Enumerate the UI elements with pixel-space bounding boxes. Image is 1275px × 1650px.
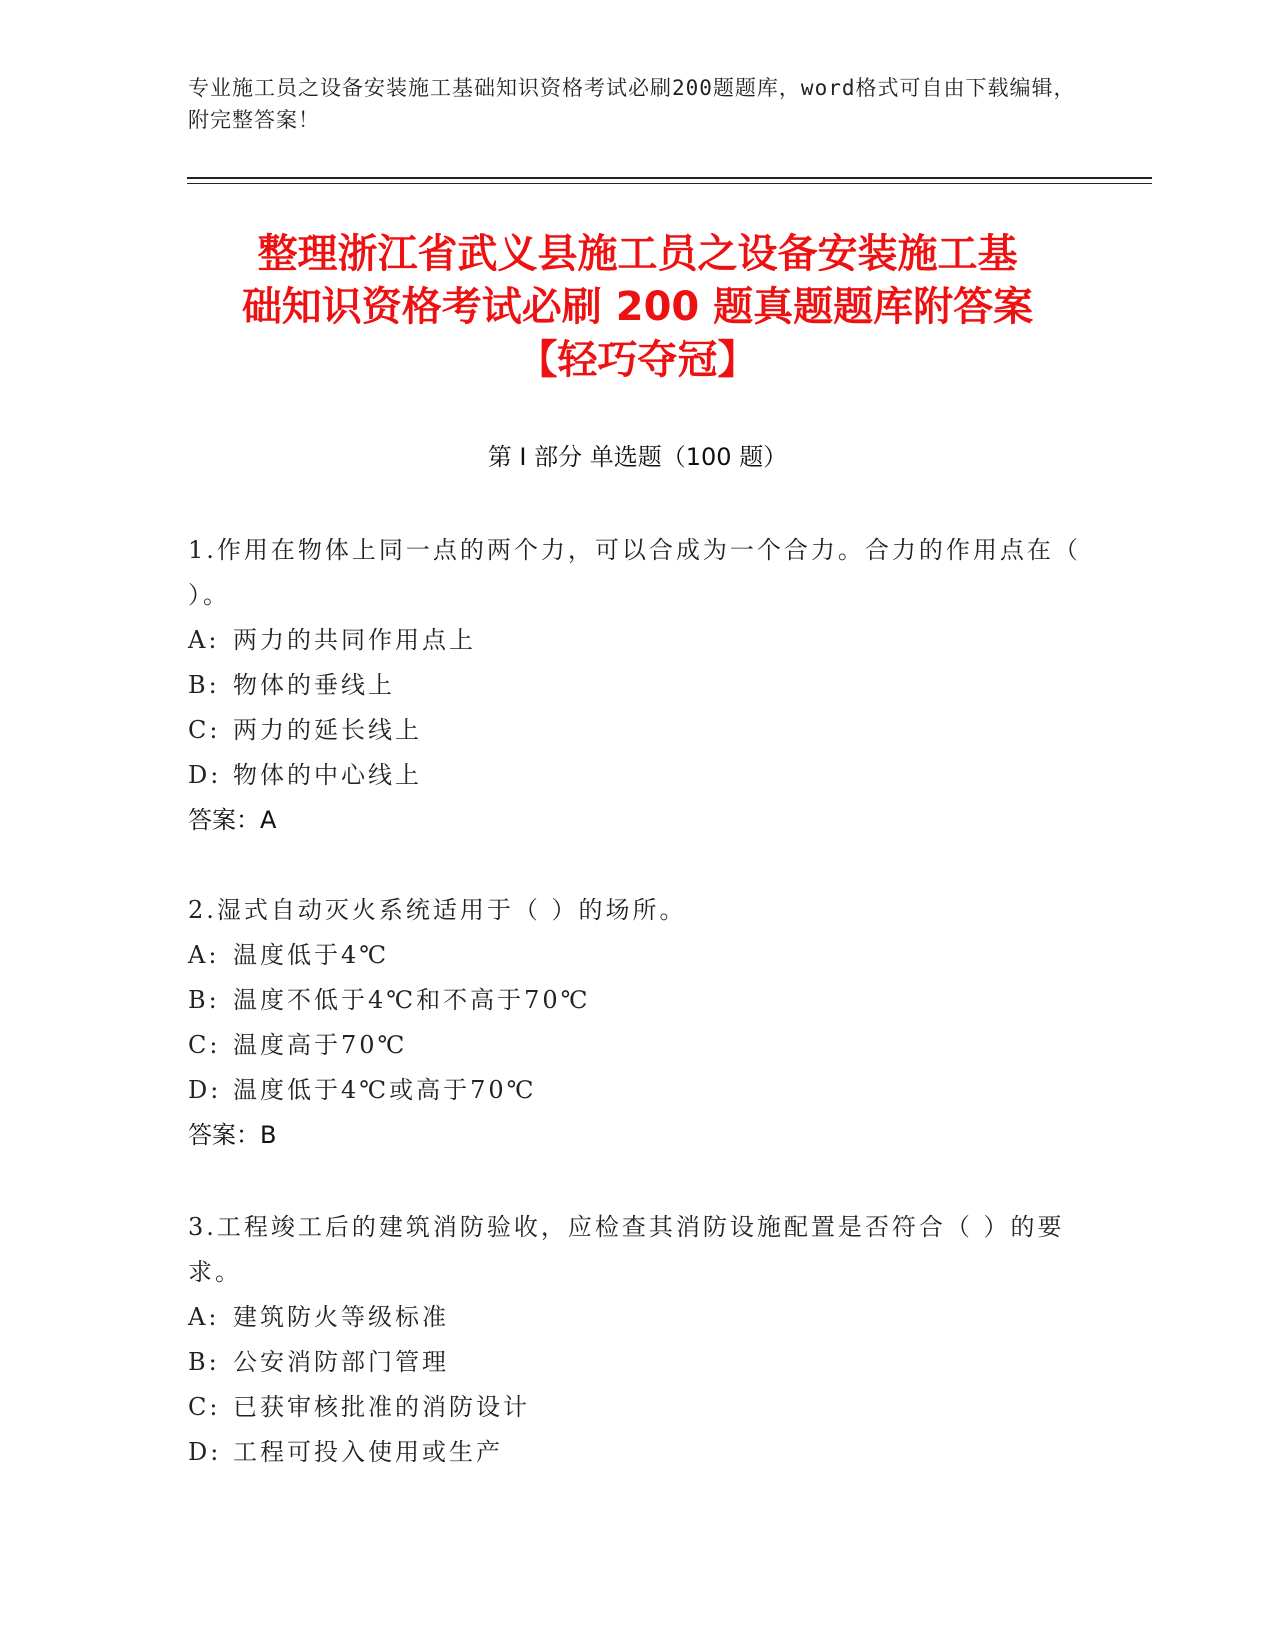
option-text: 温度不低于4℃和不高于70℃ [233, 986, 591, 1014]
option-text: 物体的中心线上 [233, 761, 422, 789]
option-key: A: [188, 1303, 220, 1331]
option-text: 温度低于4℃或高于70℃ [233, 1076, 537, 1104]
option-text: 建筑防火等级标准 [233, 1303, 449, 1331]
document-title [150, 228, 1125, 387]
question-text: 3.工程竣工后的建筑消防验收，应检查其消防设施配置是否符合（ ）的要求。 [188, 1213, 1065, 1286]
option-key: B: [188, 1348, 220, 1376]
header-divider-thick [187, 177, 1152, 179]
option-text: 温度低于4℃ [233, 941, 390, 969]
section-title: 第 I 部分 单选题（100 题） [487, 443, 788, 471]
option-b [188, 663, 1088, 708]
option-key: C: [188, 716, 221, 744]
option-key: D: [188, 1438, 222, 1466]
question-3 [188, 1205, 1088, 1475]
title-line-2: 础知识资格考试必刷 200 题真题题库附答案 [241, 284, 1034, 330]
option-c [188, 1385, 1088, 1430]
option-key: A: [188, 941, 220, 969]
option-text: 温度高于70℃ [233, 1031, 408, 1059]
option-d [188, 1068, 1088, 1113]
option-text: 工程可投入使用或生产 [233, 1438, 503, 1466]
question-2 [188, 888, 1088, 1158]
option-key: B: [188, 671, 220, 699]
question-text: 1.作用在物体上同一点的两个力，可以合成为一个合力。合力的作用点在（ ）。 [188, 536, 1081, 609]
option-b [188, 978, 1088, 1023]
option-d [188, 753, 1088, 798]
answer: 答案：B [188, 1121, 277, 1149]
title-line-1: 整理浙江省武义县施工员之设备安装施工基 [257, 231, 1018, 277]
option-b [188, 1340, 1088, 1385]
option-text: 物体的垂线上 [233, 671, 395, 699]
answer: 答案：A [188, 806, 277, 834]
option-a [188, 1295, 1088, 1340]
header-note: 专业施工员之设备安装施工基础知识资格考试必刷200题题库，word格式可自由下载编辑，附完整答案！ [188, 76, 1076, 132]
option-c [188, 1023, 1088, 1068]
question-1 [188, 528, 1088, 843]
option-key: B: [188, 986, 220, 1014]
option-text: 两力的延长线上 [233, 716, 422, 744]
option-key: A: [188, 626, 220, 654]
option-key: D: [188, 1076, 222, 1104]
option-key: C: [188, 1031, 221, 1059]
title-line-3: 【轻巧夺冠】 [517, 337, 758, 383]
option-text: 已获审核批准的消防设计 [233, 1393, 530, 1421]
option-c [188, 708, 1088, 753]
option-key: C: [188, 1393, 221, 1421]
option-text: 公安消防部门管理 [233, 1348, 449, 1376]
option-a [188, 933, 1088, 978]
header-divider-thin [187, 183, 1152, 184]
question-text: 2.湿式自动灭火系统适用于（ ）的场所。 [188, 896, 687, 924]
option-a [188, 618, 1088, 663]
option-d [188, 1430, 1088, 1475]
option-text: 两力的共同作用点上 [233, 626, 476, 654]
option-key: D: [188, 761, 222, 789]
